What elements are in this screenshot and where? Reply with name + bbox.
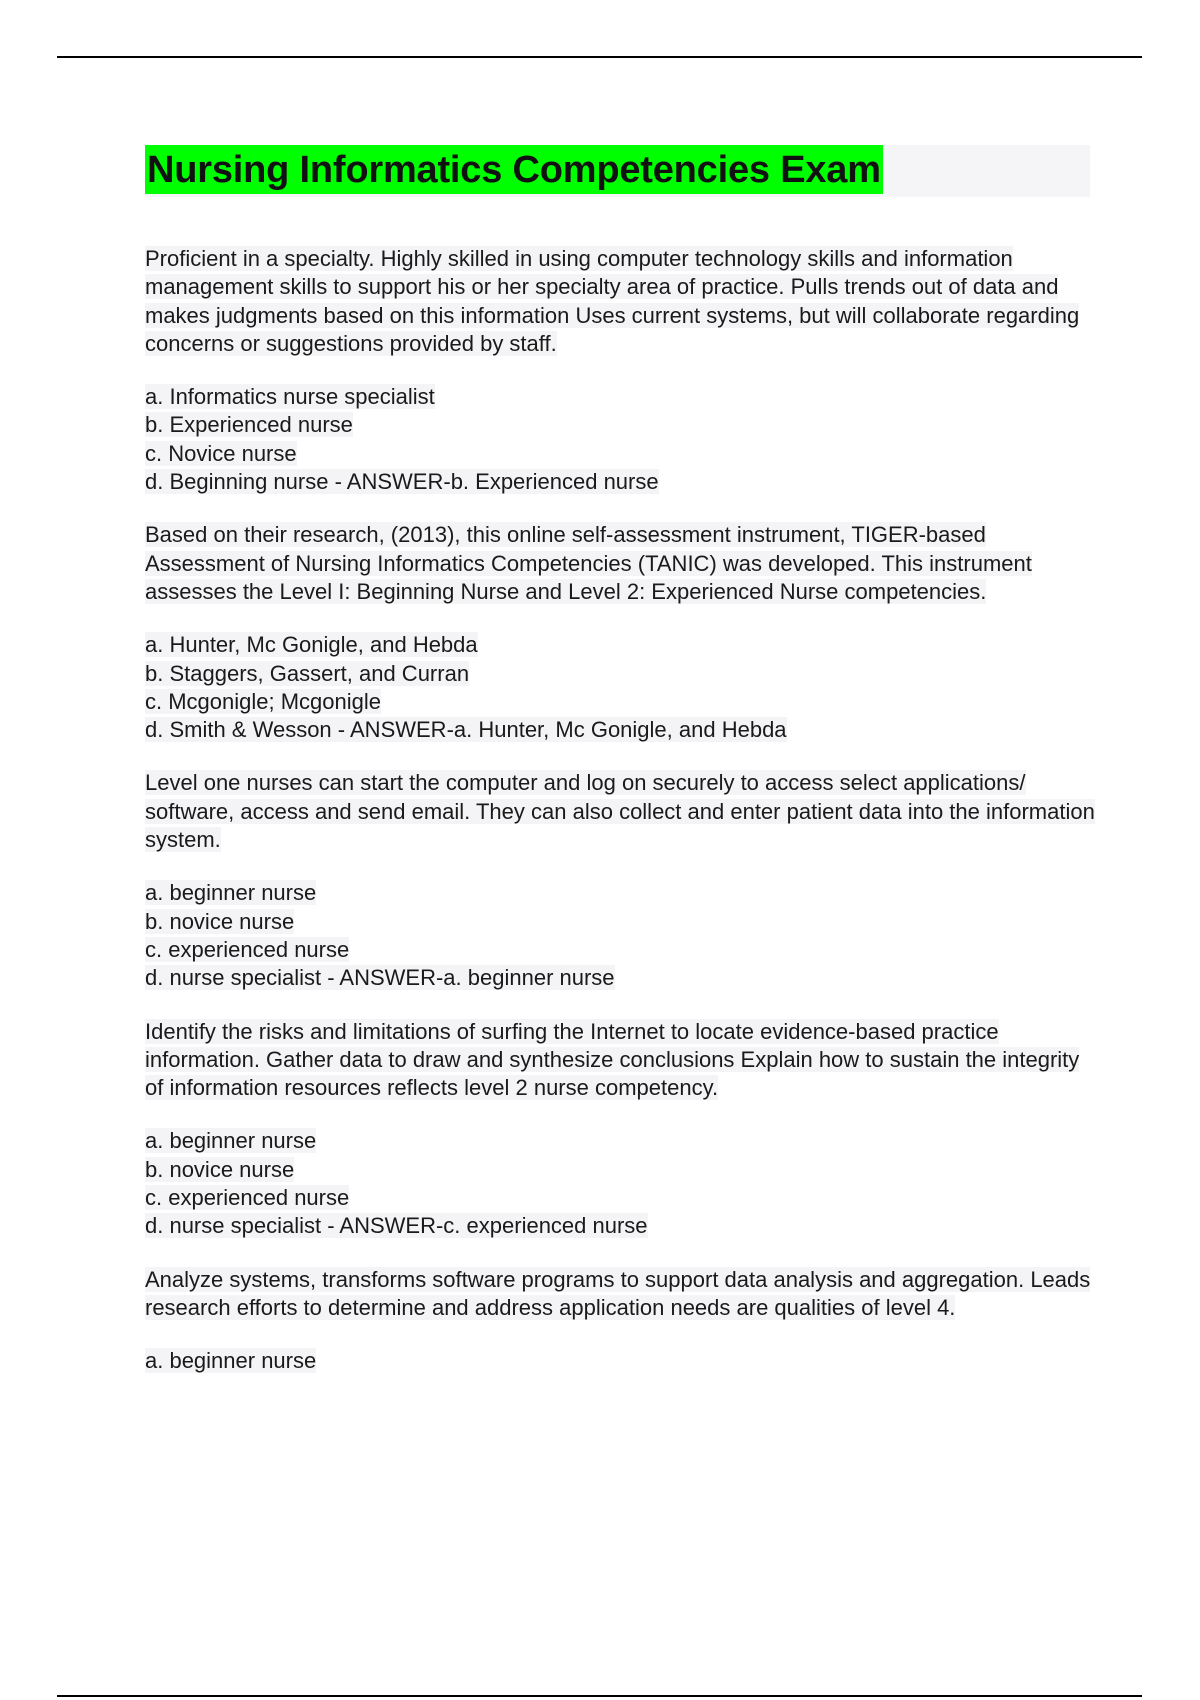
question-text: Level one nurses can start the computer and log on securely to access select applications/ software, access and send email. They can also collect and enter patient data into the information system. bbox=[145, 770, 1095, 853]
option-item: b. Staggers, Gassert, and Curran bbox=[145, 660, 470, 686]
options-5 bbox=[145, 1347, 1095, 1375]
question-text: Analyze systems, transforms software programs to support data analysis and aggregation. Leads research efforts to determine and address application needs are qualities of level 4. bbox=[145, 1266, 1091, 1320]
option-item: b. novice nurse bbox=[145, 1156, 295, 1182]
option-item: c. Mcgonigle; Mcgonigle bbox=[145, 688, 382, 714]
option-item: c. experienced nurse bbox=[145, 936, 350, 962]
options-2 bbox=[145, 631, 1095, 744]
option-item: c. experienced nurse bbox=[145, 1185, 350, 1211]
option-item: a. beginner nurse bbox=[145, 880, 317, 906]
options-3 bbox=[145, 879, 1095, 992]
option-item: a. beginner nurse bbox=[145, 1348, 317, 1374]
question-5 bbox=[145, 1266, 1095, 1323]
option-item-answer: d. Smith & Wesson - ANSWER-a. Hunter, Mc Gonigle, and Hebda bbox=[145, 717, 787, 743]
question-text: Based on their research, (2013), this online self-assessment instrument, TIGER-based Assessment of Nursing Informatics Competencies (TANIC) was developed. This instrument assesses the Level I: Beginning Nurse and Level 2: Experienced Nurse competencies. bbox=[145, 522, 1032, 604]
option-item: a. Hunter, Mc Gonigle, and Hebda bbox=[145, 632, 478, 658]
options-4 bbox=[145, 1127, 1095, 1240]
question-4 bbox=[145, 1018, 1095, 1103]
title-block bbox=[145, 145, 1090, 197]
question-2 bbox=[145, 521, 1095, 606]
option-item: b. novice nurse bbox=[145, 908, 295, 934]
option-item-answer: d. nurse specialist - ANSWER-c. experienced nurse bbox=[145, 1213, 648, 1239]
option-item-answer: d. nurse specialist - ANSWER-a. beginner nurse bbox=[145, 965, 615, 991]
option-item: a. beginner nurse bbox=[145, 1128, 317, 1154]
options-1 bbox=[145, 383, 1095, 496]
exam-content bbox=[145, 245, 1095, 1401]
option-item-answer: d. Beginning nurse - ANSWER-b. Experienced nurse bbox=[145, 469, 659, 495]
question-text: Proficient in a specialty. Highly skilled in using computer technology skills and information management skills to support his or her specialty area of practice. Pulls trends out of data and makes judgments based on this information Uses current systems, but will collaborate regarding concerns or suggestions provided by staff. bbox=[145, 246, 1080, 356]
option-item: b. Experienced nurse bbox=[145, 412, 353, 438]
option-item: c. Novice nurse bbox=[145, 440, 297, 466]
question-1 bbox=[145, 245, 1095, 358]
top-rule bbox=[57, 56, 1142, 58]
question-3 bbox=[145, 769, 1095, 854]
document-title: Nursing Informatics Competencies Exam bbox=[145, 145, 883, 194]
option-item: a. Informatics nurse specialist bbox=[145, 384, 435, 410]
question-text: Identify the risks and limitations of surfing the Internet to locate evidence-based practice information. Gather data to draw and synthesize conclusions Explain how to sustain the integrity of information resources reflects level 2 nurse competency. bbox=[145, 1018, 1080, 1101]
bottom-rule bbox=[57, 1695, 1142, 1697]
